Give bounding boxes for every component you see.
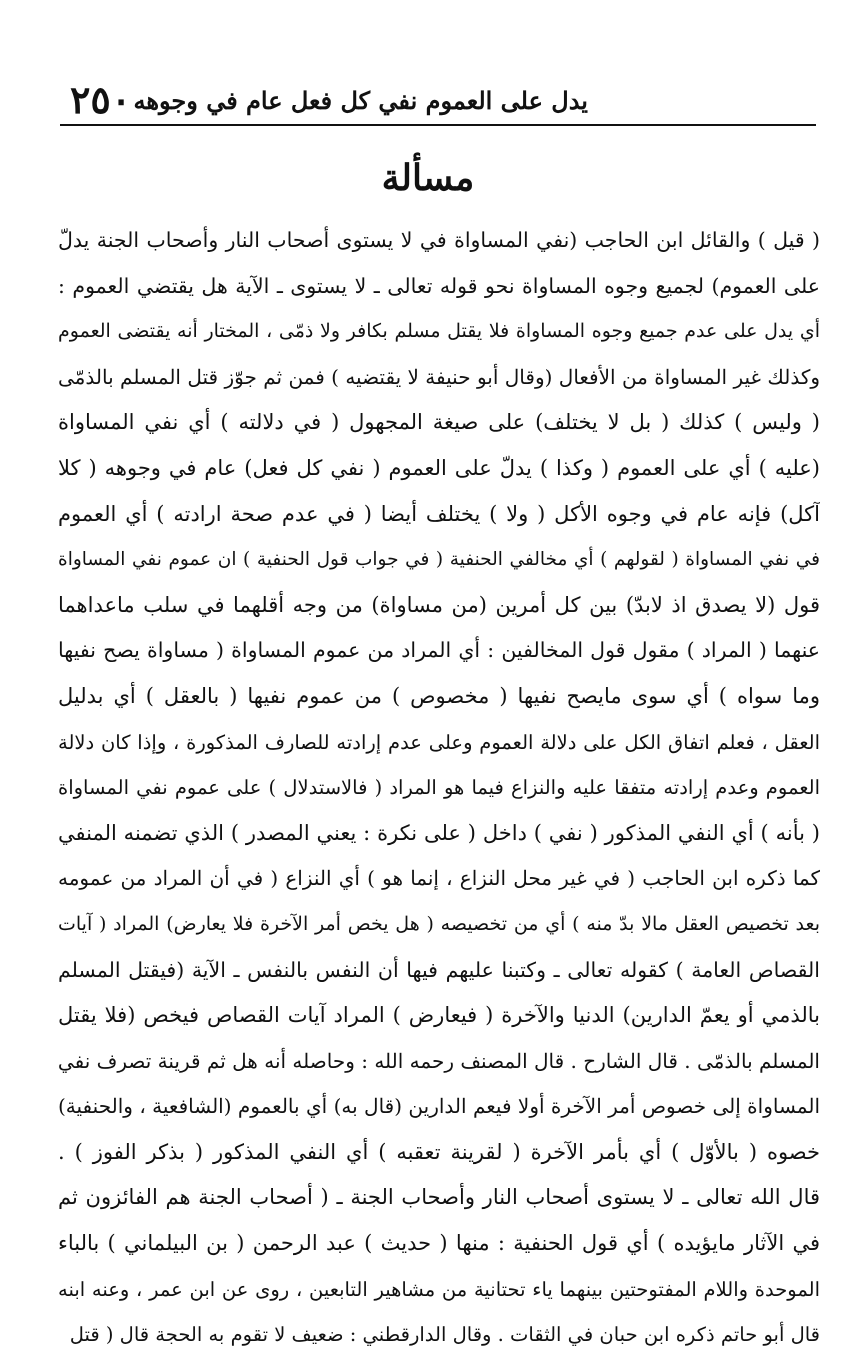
text-line: قال الله تعالى ـ لا يستوى أصحاب النار وأصحاب الجنة ـ ( أصحاب الجنة هم الفائزون ثم bbox=[58, 1185, 820, 1210]
text-line: قول (لا يصدق اذ لابدّ) بين كل أمرين (من مساواة) من وجه أقلهما في سلب ماعداهما bbox=[58, 592, 820, 617]
text-line: العموم وعدم إرادته متفقا عليه والنزاع فيما هو المراد ( فالاستدلال ) على عموم نفي المساواة bbox=[58, 776, 820, 800]
text-line: خصوه ( بالأوّل ) أي بأمر الآخرة ( لقرينة تعقبه ) أي النفي المذكور ( بذكر الفوز ) . bbox=[58, 1139, 820, 1164]
body-text bbox=[58, 218, 820, 1358]
text-line: في الآثار مايؤيده ) أي قول الحنفية : منها ( حديث ) عبد الرحمن ( بن البيلماني ) بالباء bbox=[58, 1231, 820, 1256]
text-line: عنهما ( المراد ) مقول قول المخالفين : أي المراد من عموم المساواة ( مساواة يصح نفيها bbox=[58, 638, 820, 663]
text-line: كما ذكره ابن الحاجب ( في غير محل النزاع ، إنما هو ) أي النزاع ( في أن المراد من عمومه bbox=[58, 866, 820, 891]
text-line: ( وليس ) كذلك ( بل لا يختلف) على صيغة المجهول ( في دلالته ) أي نفي المساواة bbox=[58, 410, 820, 435]
text-line: وما سواه ) أي سوى مايصح نفيها ( مخصوص ) من عموم نفيها ( بالعقل ) أي بدليل bbox=[58, 683, 820, 708]
text-line: في نفي المساواة ( لقولهم ) أي مخالفي الحنفية ( في جواب قول الحنفية ) ان عموم نفي المساواة bbox=[58, 549, 820, 571]
text-line: أي يدل على عدم جميع وجوه المساواة فلا يقتل مسلم بكافر ولا ذمّى ، المختار أنه يقتضى العموم bbox=[58, 320, 820, 343]
text-line: المسلم بالذمّى . قال الشارح . قال المصنف رحمه الله : وحاصله أنه هل ثم قرينة تصرف نفي bbox=[58, 1048, 820, 1073]
text-line: قال أبو حاتم ذكره ابن حبان في الثقات . وقال الدارقطني : ضعيف لا تقوم به الحجة قال ( قتل bbox=[69, 1323, 820, 1347]
page-number: ٢٥٠ bbox=[70, 77, 132, 122]
text-line: القصاص العامة ) كقوله تعالى ـ وكتبنا عليهم فيها أن النفس بالنفس ـ الآية (فيقتل المسلم bbox=[58, 957, 820, 982]
text-line: بالذمي أو يعمّ الدارين) الدنيا والآخرة ( فيعارض ) المراد آيات القصاص فيخص (فلا يقتل bbox=[58, 1003, 820, 1028]
text-line: وكذلك غير المساواة من الأفعال (وقال أبو حنيفة لا يقتضيه ) فمن ثم جوّز قتل المسلم بالذمّى bbox=[58, 364, 820, 389]
text-line: آكل) فإنه عام في وجوه الأكل ( ولا ) يختلف أيضا ( في عدم صحة ارادته ) أي العموم bbox=[58, 501, 820, 526]
text-line: ( بأنه ) أي النفي المذكور ( نفي ) داخل ( على نكرة : يعني المصدر ) الذي تضمنه المنفي bbox=[58, 820, 820, 845]
text-line: بعد تخصيص العقل مالا بدّ منه ) أي من تخصيصه ( هل يخص أمر الآخرة فلا يعارض) المراد ( آيات bbox=[58, 912, 820, 935]
section-title: مسألة bbox=[381, 157, 475, 199]
text-line: ( قيل ) والقائل ابن الحاجب (نفي المساواة في لا يستوى أصحاب النار وأصحاب الجنة يدلّ bbox=[58, 228, 820, 252]
text-line: (عليه ) أي على العموم ( وكذا ) يدلّ على العموم ( نفي كل فعل) عام في وجوهه ( كلا bbox=[58, 455, 820, 480]
header-rule bbox=[60, 124, 816, 126]
text-line: الموحدة واللام المفتوحتين بينهما ياء تحتانية من مشاهير التابعين ، روى عن ابن عمر ، وعنه ابنه bbox=[58, 1277, 820, 1301]
text-line: على العموم) لجميع وجوه المساواة نحو قوله تعالى ـ لا يستوى ـ الآية هل يقتضي العموم : bbox=[58, 273, 820, 298]
text-line: المساواة إلى خصوص أمر الآخرة أولا فيعم الدارين (قال به) أي بالعموم (الشافعية ، والحنفية) bbox=[58, 1094, 820, 1119]
page-header bbox=[60, 78, 816, 126]
running-head: يدل على العموم نفي كل فعل عام في وجوهه bbox=[133, 86, 588, 115]
text-line: العقل ، فعلم اتفاق الكل على دلالة العموم وعلى عدم إرادته للصارف المذكورة ، وإذا كان دلالة bbox=[58, 730, 820, 754]
